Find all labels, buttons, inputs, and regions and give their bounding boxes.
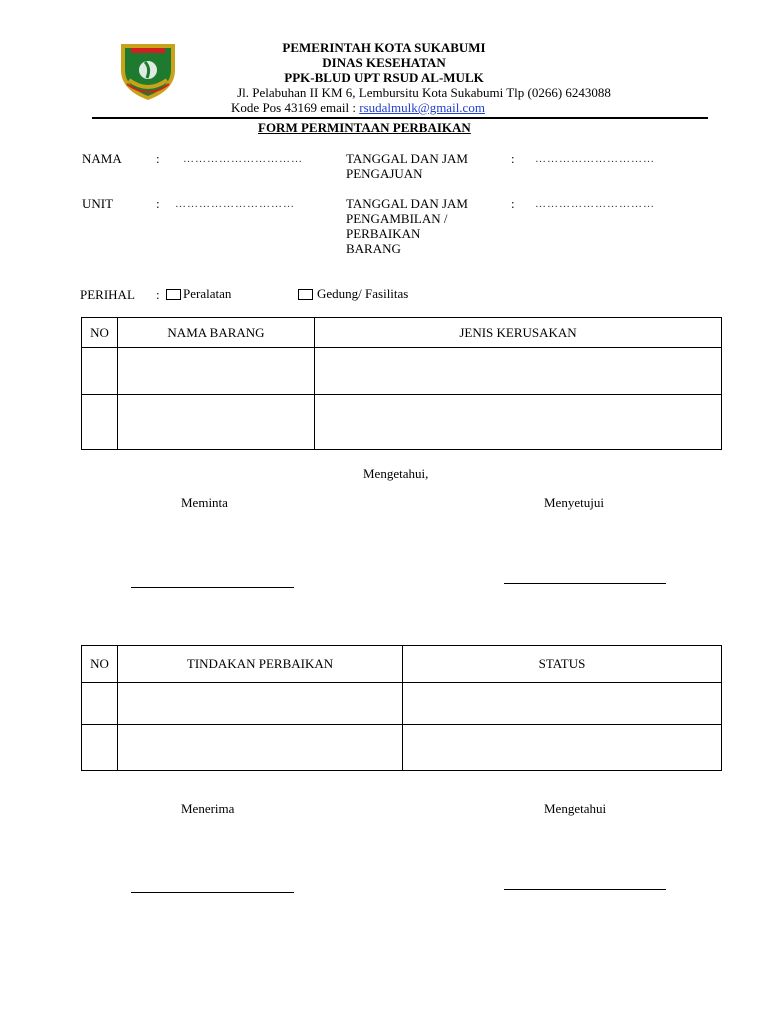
postal-email-line (0, 100, 742, 116)
repair-request-table (81, 317, 722, 450)
hospital-name: PPK-BLUD UPT RSUD AL-MULK (284, 70, 484, 85)
tgl-pengajuan-label-1: TANGGAL DAN JAM (346, 151, 468, 166)
address: Jl. Pelabuhan II KM 6, Lembursitu Kota Sukabumi Tlp (0266) 6243088 (237, 85, 611, 100)
cell-status[interactable] (403, 683, 722, 725)
menyetujui-signature-line[interactable] (504, 583, 666, 584)
table-header-row (82, 318, 722, 348)
table-row (82, 395, 722, 450)
cell-no[interactable] (82, 683, 118, 725)
unit-label: UNIT (82, 196, 114, 211)
meminta-signature-line[interactable] (131, 587, 294, 588)
table-header-row (82, 646, 722, 683)
mengetahui-2-label: Mengetahui (544, 801, 607, 816)
cell-no[interactable] (82, 395, 118, 450)
header-status: STATUS (403, 646, 722, 683)
menerima-label: Menerima (181, 801, 235, 816)
peralatan-label: Peralatan (183, 286, 232, 301)
postal-code: Kode Pos 43169 email : (231, 100, 360, 115)
menyetujui-label: Menyetujui (544, 495, 604, 510)
tgl-pengajuan-label-2: PENGAJUAN (346, 166, 423, 181)
tgl-ambil-label-4: BARANG (346, 241, 401, 256)
tgl-ambil-label-1: TANGGAL DAN JAM (346, 196, 468, 211)
mengetahui-signature-line[interactable] (504, 889, 666, 890)
tgl-pengajuan-colon: : (511, 151, 515, 166)
mengetahui-label: Mengetahui, (363, 466, 429, 481)
perihal-label: PERIHAL (80, 287, 135, 302)
table-row (82, 683, 722, 725)
header-jenis-kerusakan: JENIS KERUSAKAN (315, 318, 722, 348)
table-row (82, 725, 722, 771)
nama-field[interactable]: ………………………… (183, 153, 303, 165)
cell-tindakan[interactable] (118, 725, 403, 771)
header-no: NO (82, 646, 118, 683)
tgl-ambil-label-3: PERBAIKAN (346, 226, 421, 241)
header-tindakan-perbaikan: TINDAKAN PERBAIKAN (118, 646, 403, 683)
menerima-signature-line[interactable] (131, 892, 294, 893)
cell-jenis-kerusakan[interactable] (315, 348, 722, 395)
department-name: DINAS KESEHATAN (322, 55, 446, 70)
meminta-label: Meminta (181, 495, 228, 510)
unit-field[interactable]: ………………………… (175, 198, 295, 210)
form-title: FORM PERMINTAAN PERBAIKAN (258, 120, 471, 135)
tgl-ambil-field[interactable]: ………………………… (535, 198, 655, 210)
header-no: NO (82, 318, 118, 348)
cell-status[interactable] (403, 725, 722, 771)
gedung-label: Gedung/ Fasilitas (317, 286, 409, 301)
tgl-pengajuan-field[interactable]: ………………………… (535, 153, 655, 165)
cell-nama-barang[interactable] (118, 348, 315, 395)
peralatan-checkbox[interactable] (166, 289, 181, 300)
cell-no[interactable] (82, 348, 118, 395)
cell-jenis-kerusakan[interactable] (315, 395, 722, 450)
gedung-checkbox[interactable] (298, 289, 313, 300)
unit-colon: : (156, 196, 160, 211)
cell-tindakan[interactable] (118, 683, 403, 725)
tgl-ambil-label-2: PENGAMBILAN / (346, 211, 448, 226)
perihal-colon: : (156, 287, 160, 302)
header-divider (92, 117, 708, 119)
table-row (82, 348, 722, 395)
nama-colon: : (156, 151, 160, 166)
cell-no[interactable] (82, 725, 118, 771)
nama-label: NAMA (82, 151, 122, 166)
tgl-ambil-colon: : (511, 196, 515, 211)
repair-action-table (81, 645, 722, 771)
header-nama-barang: NAMA BARANG (118, 318, 315, 348)
email-link[interactable]: rsudalmulk@gmail.com (359, 100, 485, 115)
gov-name: PEMERINTAH KOTA SUKABUMI (282, 40, 486, 55)
cell-nama-barang[interactable] (118, 395, 315, 450)
